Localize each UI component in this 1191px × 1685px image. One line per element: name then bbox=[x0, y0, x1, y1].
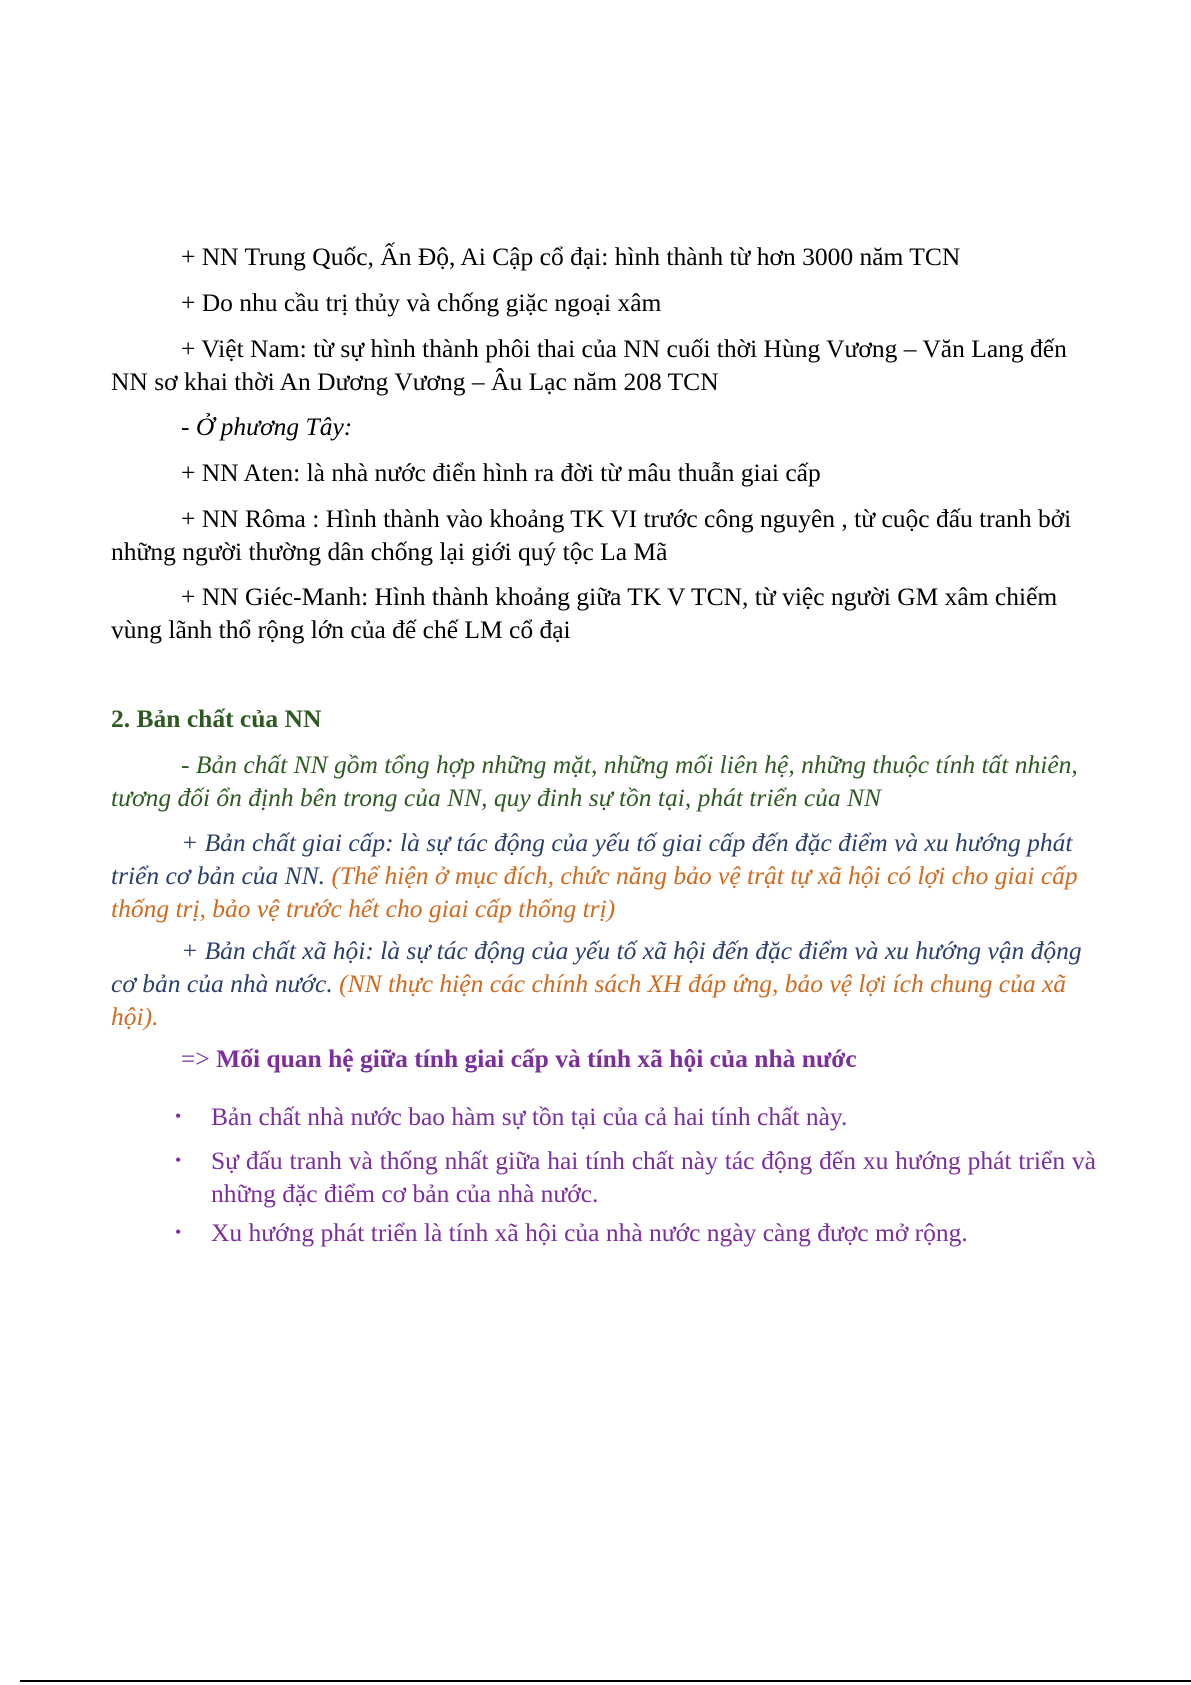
paragraph-relation bbox=[111, 1042, 1091, 1075]
text-germanic: + NN Giéc-Manh: Hình thành khoảng giữa TK V TCN, từ việc người GM xâm chiếm vùng lãnh thổ rộng lớn của đế chế LM cổ đại bbox=[111, 582, 1058, 644]
paragraph-vietnam bbox=[111, 332, 1091, 398]
bullet-text-3: Xu hướng phát triển là tính xã hội của nhà nước ngày càng được mở rộng. bbox=[211, 1218, 968, 1247]
text-rome: + NN Rôma : Hình thành vào khoảng TK VI trước công nguyên , từ cuộc đấu tranh bởi những người thường dân chống lại giới quý tộc La Mã bbox=[111, 504, 1072, 566]
paragraph-athens bbox=[111, 456, 1091, 489]
footer-divider bbox=[20, 1680, 1191, 1682]
section-heading-text: 2. Bản chất của NN bbox=[111, 704, 322, 733]
text-class-nature-note: (Thể hiện ở mục đích, chức năng bảo vệ trật tự xã hội có lợi cho giai cấp thống trị, bảo vệ trước hết cho giai cấp thống trị) bbox=[111, 861, 1078, 923]
text-definition: - Bản chất NN gồm tổng hợp những mặt, những mối liên hệ, những thuộc tính tất nhiên, tương đối ổn định bên trong của NN, quy đinh sự tồn tại, phát triển của NN bbox=[111, 750, 1078, 812]
paragraph-social-nature bbox=[111, 934, 1091, 1033]
paragraph-germanic bbox=[111, 580, 1091, 646]
paragraph-flood-control bbox=[111, 286, 1091, 319]
bullet-icon: • bbox=[175, 1222, 182, 1242]
arrow-symbol: => bbox=[181, 1044, 210, 1073]
text-flood-control: + Do nhu cầu trị thủy và chống giặc ngoại xâm bbox=[181, 288, 662, 317]
text-west-heading: - Ở phương Tây: bbox=[181, 412, 353, 441]
text-ancient-east-states: + NN Trung Quốc, Ấn Độ, Ai Cập cổ đại: hình thành từ hơn 3000 năm TCN bbox=[181, 242, 961, 271]
bullet-icon: • bbox=[175, 1106, 182, 1126]
section-heading bbox=[111, 702, 1091, 735]
paragraph-ancient-east-states bbox=[111, 240, 1091, 273]
text-vietnam: + Việt Nam: từ sự hình thành phôi thai của NN cuối thời Hùng Vương – Văn Lang đến NN sơ khai thời An Dương Vương – Âu Lạc năm 208 TCN bbox=[111, 334, 1067, 396]
text-relation-title: Mối quan hệ giữa tính giai cấp và tính xã hội của nhà nước bbox=[216, 1044, 857, 1073]
paragraph-west-heading bbox=[111, 410, 1091, 443]
paragraph-definition bbox=[111, 748, 1091, 814]
bullet-text-2: Sự đấu tranh và thống nhất giữa hai tính chất này tác động đến xu hướng phát triển và những đặc điểm cơ bản của nhà nước. bbox=[211, 1146, 1096, 1208]
text-social-nature: + Bản chất xã hội: là sự tác động của yếu tố xã hội đến đặc điểm và xu hướng vận động cơ bản của nhà nước. bbox=[111, 936, 1082, 998]
text-athens: + NN Aten: là nhà nước điển hình ra đời từ mâu thuẫn giai cấp bbox=[181, 458, 821, 487]
text-class-nature: + Bản chất giai cấp: là sự tác động của yếu tố giai cấp đến đặc điểm và xu hướng phát triển cơ bản của NN. bbox=[111, 828, 1073, 890]
paragraph-rome bbox=[111, 502, 1091, 568]
bullet-text-1: Bản chất nhà nước bao hàm sự tồn tại của cả hai tính chất này. bbox=[211, 1102, 848, 1131]
paragraph-class-nature bbox=[111, 826, 1091, 925]
bullet-icon: • bbox=[175, 1150, 182, 1170]
text-social-nature-note: (NN thực hiện các chính sách XH đáp ứng, bảo vệ lợi ích chung của xã hội). bbox=[111, 969, 1067, 1031]
